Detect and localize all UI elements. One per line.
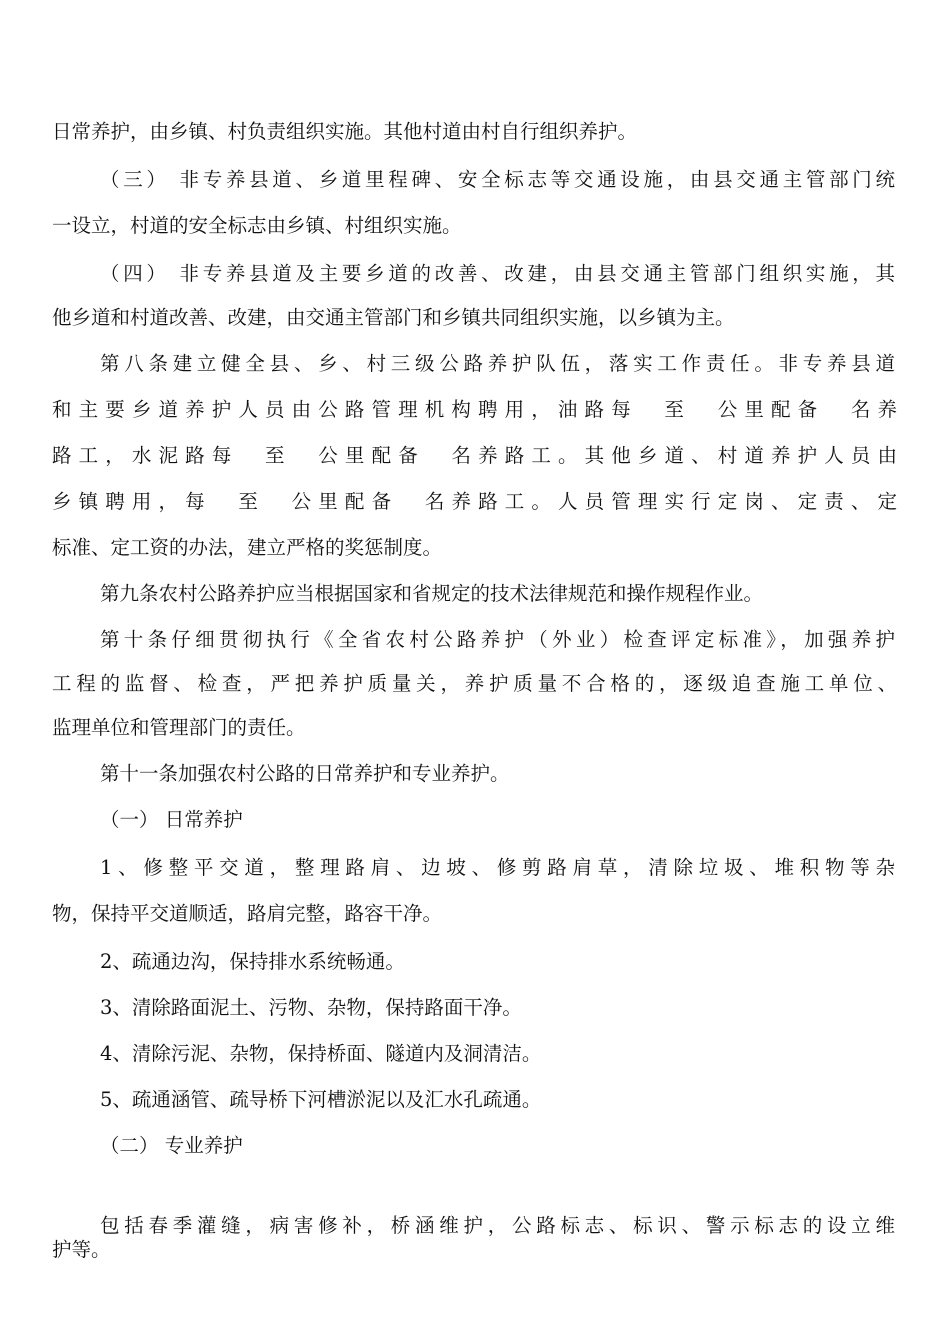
paragraph-4-line-5: 标准、定工资的办法，建立严格的奖惩制度。: [52, 536, 443, 559]
paragraph-6-line-3: 监理单位和管理部门的责任。: [52, 716, 306, 739]
paragraph-1-line-1: 日常养护，由乡镇、村负责组织实施。其他村道由村自行组织养护。: [52, 120, 638, 143]
paragraph-13-line-1: 5、疏通涵管、疏导桥下河槽淤泥以及汇水孔疏通。: [100, 1088, 542, 1111]
paragraph-4-line-4: 乡镇聘用，每 至 公里配备 名养路工。人员管理实行定岗、定责、定: [52, 490, 897, 513]
paragraph-12-line-1: 4、清除污泥、杂物，保持桥面、隧道内及洞清洁。: [100, 1042, 542, 1065]
paragraph-4-line-3: 路工，水泥路每 至 公里配备 名养路工。其他乡道、村道养护人员由: [52, 444, 897, 467]
paragraph-14-line-1: （二） 专业养护: [100, 1134, 243, 1157]
paragraph-3-line-2: 他乡道和村道改善、改建，由交通主管部门和乡镇共同组织实施，以乡镇为主。: [52, 306, 735, 329]
paragraph-3-line-1: （四） 非专养县道及主要乡道的改善、改建，由县交通主管部门组织实施，其: [100, 262, 895, 285]
paragraph-7-line-1: 第十一条加强农村公路的日常养护和专业养护。: [100, 762, 510, 785]
paragraph-6-line-1: 第十条仔细贯彻执行《全省农村公路养护（外业）检查评定标准》，加强养护: [100, 628, 895, 651]
paragraph-4-line-2: 和主要乡道养护人员由公路管理机构聘用，油路每 至 公里配备 名养: [52, 398, 897, 421]
paragraph-9-line-2: 物，保持平交道顺适，路肩完整，路容干净。: [52, 902, 443, 925]
paragraph-15-line-1: 包括春季灌缝，病害修补，桥涵维护，公路标志、标识、警示标志的设立维: [100, 1214, 895, 1237]
paragraph-2-line-1: （三） 非专养县道、乡道里程碑、安全标志等交通设施，由县交通主管部门统: [100, 168, 895, 191]
paragraph-5-line-1: 第九条农村公路养护应当根据国家和省规定的技术法律规范和操作规程作业。: [100, 582, 764, 605]
paragraph-15-line-2: 护等。: [52, 1238, 111, 1261]
paragraph-2-line-2: 一设立，村道的安全标志由乡镇、村组织实施。: [52, 214, 462, 237]
paragraph-10-line-1: 2、疏通边沟，保持排水系统畅通。: [100, 950, 405, 973]
paragraph-9-line-1: 1、修整平交道，整理路肩、边坡、修剪路肩草，清除垃圾、堆积物等杂: [100, 856, 895, 879]
paragraph-6-line-2: 工程的监督、检查，严把养护质量关，养护质量不合格的，逐级追查施工单位、: [52, 672, 897, 695]
paragraph-4-line-1: 第八条建立健全县、乡、村三级公路养护队伍，落实工作责任。非专养县道: [100, 352, 895, 375]
paragraph-8-line-1: （一） 日常养护: [100, 808, 243, 831]
paragraph-11-line-1: 3、清除路面泥土、污物、杂物，保持路面干净。: [100, 996, 522, 1019]
